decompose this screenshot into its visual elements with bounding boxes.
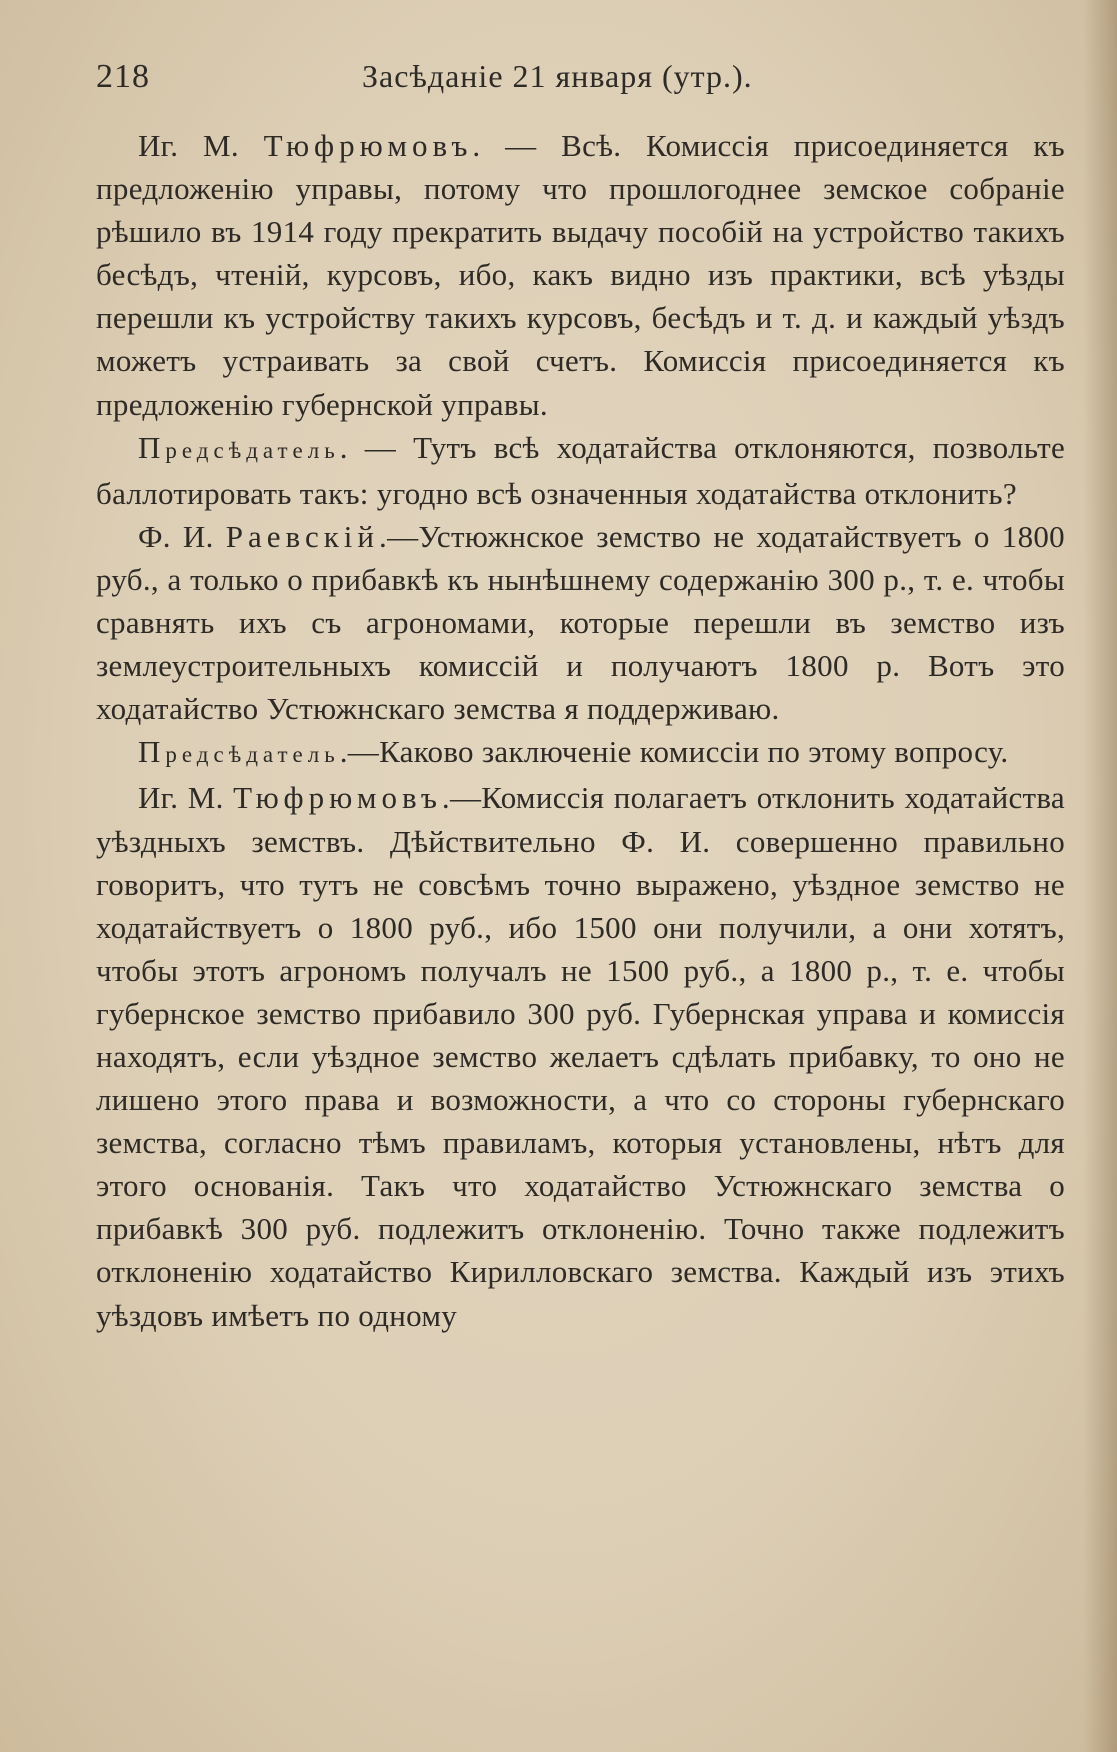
speaker-initial-letter: П (138, 429, 166, 465)
speaker-initials: Иг. М. (138, 128, 264, 163)
speaker-initial-letter: Т (233, 780, 256, 816)
page-number: 218 (96, 58, 150, 95)
speaker-name-rest: юфрюмовъ (255, 780, 442, 816)
speaker-initial-letter: П (138, 734, 166, 770)
running-head (96, 58, 1057, 108)
paragraph-text: .—Комиссія полагаетъ отклонить ходатайства уѣздныхъ земствъ. Дѣйствительно Ф. И. совершенно правильно говоритъ, что тутъ не совсѣмъ точно выражено, уѣздное земство не ходатайствуетъ о 1800 руб., ибо 1500 они получили, а они хотятъ, чтобы этотъ агрономъ получалъ не 1500 руб., а 1800 р., т. е. чтобы губернское земство прибавило 300 руб. Губернская управа и комиссія находятъ, если уѣздное земство желаетъ сдѣлать прибавку, то оно не лишено этого права и возможности, а что со стороны губернскаго земства, согласно тѣмъ правиламъ, которыя установлены, нѣтъ для этого основанія. Такъ что ходатайство Устюжнскаго земства о прибавкѣ 300 руб. подлежитъ отклоненію. Точно также подлежитъ отклоненію ходатайство Кирилловскаго земства. Каждый изъ этихъ уѣздовъ имѣетъ по одному (96, 780, 1065, 1333)
speaker-name-rest: редсѣдатель (165, 437, 340, 463)
header-title: Засѣданіе 21 января (утр.). (362, 58, 753, 94)
paragraph-tyutryumov-1 (96, 124, 1065, 426)
paragraph-chairman-2 (96, 730, 1065, 776)
speaker-name (226, 519, 379, 554)
speaker-name (138, 734, 340, 770)
paragraph-raevsky (96, 515, 1065, 730)
speaker-initials: Ф. И. (138, 518, 226, 554)
speaker-name-rest: юфрюмовъ (286, 128, 473, 163)
speaker-initial-letter: Р (225, 518, 249, 554)
paragraph-chairman-1 (96, 426, 1065, 515)
speaker-name-rest: редсѣдатель (165, 742, 340, 768)
paragraph-text: .—Устюжнское земство не ходатайствуетъ о 1800 руб., а только о прибавкѣ къ нынѣшнему содержанію 300 р., т. е. чтобы сравнять ихъ съ агрономами, которые перешли въ земство изъ землеустроительныхъ комиссій и получаютъ 1800 р. Вотъ это ходатайство Устюжнскаго земства я поддерживаю. (96, 518, 1065, 727)
body-text (96, 124, 1065, 1337)
paragraph-text: . — Всѣ. Комиссія присоединяется къ предложенію управы, потому что прошлогоднее земское собраніе рѣшило въ 1914 году прекратить выдачу пособій на устройство такихъ бесѣдъ, чтеній, курсовъ, ибо, какъ видно изъ практики, всѣ уѣзды перешли къ устройству такихъ курсовъ, бесѣдъ и т. д. и каждый уѣздъ можетъ устраивать за свой счетъ. Комиссія присоединяется къ предложенію губернской управы. (96, 128, 1065, 422)
speaker-initials: Иг. М. (138, 780, 234, 816)
speaker-initial-letter: Т (263, 128, 287, 163)
speaker-name (233, 780, 442, 815)
speaker-name (264, 128, 473, 163)
paragraph-text: .—Каково заключеніе комиссіи по этому вопросу. (339, 734, 1009, 770)
paragraph-tyutryumov-2 (96, 776, 1065, 1336)
speaker-name (138, 429, 340, 465)
speaker-name-rest: аевскій (248, 518, 380, 554)
paragraph-text: . — Тутъ всѣ ходатайства отклоняются, позвольте баллотировать такъ: угодно всѣ означенныя ходатайства отклонить? (96, 429, 1065, 511)
